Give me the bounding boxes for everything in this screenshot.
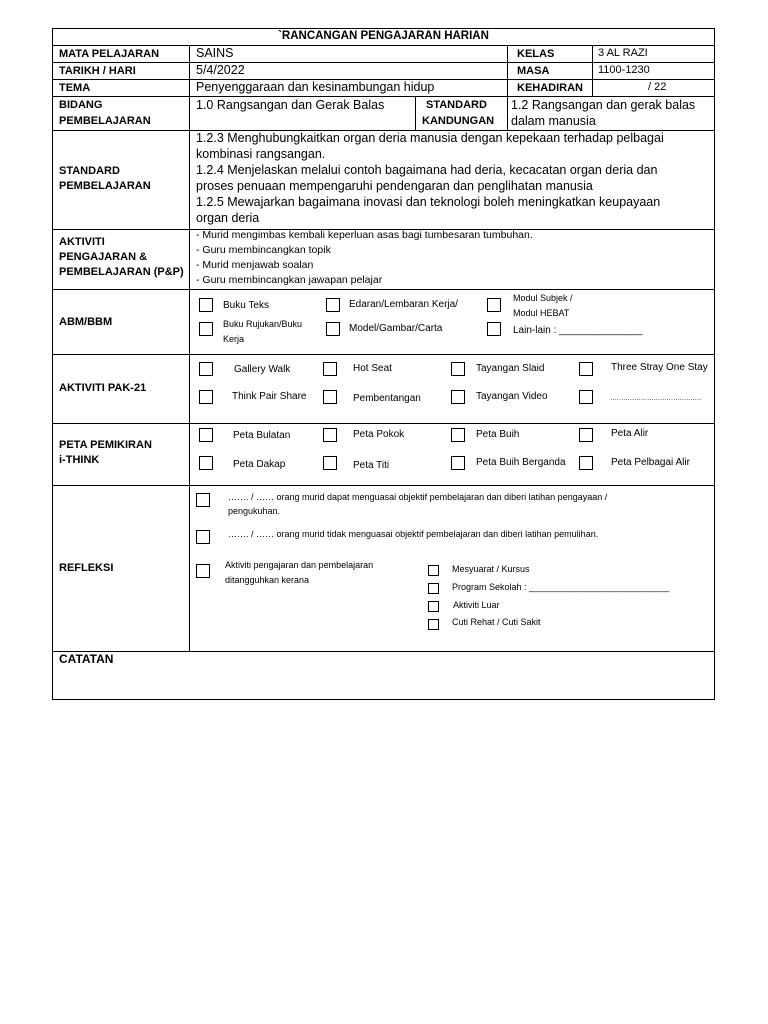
aktiviti-luar-label: Aktiviti Luar [453,600,500,610]
hot-seat-checkbox[interactable] [323,362,337,376]
lain-lain-checkbox[interactable] [487,322,501,336]
peta-pokok-checkbox[interactable] [323,428,337,442]
peta-bulatan-label: Peta Bulatan [233,430,291,441]
peta-buih-label: Peta Buih [476,429,520,440]
three-stray-label: Three Stray One Stay [611,362,708,373]
mata-pelajaran-value: SAINS [196,46,234,60]
masa-value: 1100-1230 [598,64,650,76]
buku-rujukan-label: Kerja [223,334,245,344]
standard-pembelajaran-line: organ deria [196,211,260,225]
row-divider [53,423,714,424]
bidang-value: 1.0 Rangsangan dan Gerak Balas [196,98,385,112]
refleksi-ditangguhkan-checkbox[interactable] [196,564,210,578]
mata-pelajaran-label: MATA PELAJARAN [59,48,160,60]
row-divider [53,354,714,355]
aktiviti-luar-checkbox[interactable] [428,601,439,612]
aktiviti-item: - Guru membincangkan jawapan pelajar [196,274,383,286]
standard-pembelajaran-line: 1.2.3 Menghubungkaitkan organ deria manusia dengan kepekaan terhadap pelbagai [196,131,664,145]
standard-kandungan-label: KANDUNGAN [422,115,495,127]
standard-pembelajaran-label: PEMBELAJARAN [59,180,151,192]
model-label: Model/Gambar/Carta [349,323,443,334]
catatan-label: CATATAN [59,652,114,666]
tarikh-value: 5/4/2022 [196,63,245,77]
refleksi-menguasai-text: ……. / …… orang murid dapat menguasai objektif pembelajaran dan diberi latihan pengayaan / [228,492,608,502]
pembentangan-label: Pembentangan [353,393,421,404]
buku-teks-checkbox[interactable] [199,298,213,312]
column-divider [507,96,508,130]
refleksi-menguasai-text: pengukuhan. [228,506,281,516]
mesyuarat-label: Mesyuarat / Kursus [452,564,530,574]
model-checkbox[interactable] [326,322,340,336]
ithink-label: PETA PEMIKIRAN [59,439,152,451]
peta-dakap-checkbox[interactable] [199,456,213,470]
peta-bulatan-checkbox[interactable] [199,428,213,442]
hot-seat-label: Hot Seat [353,363,392,374]
page-title: `RANCANGAN PENGAJARAN HARIAN [278,30,489,42]
catatan-field[interactable] [53,669,714,699]
refleksi-tidak-menguasai-text: ……. / …… orang murid tidak menguasai objektif pembelajaran dan diberi latihan pemulihan. [228,529,599,539]
tema-value: Penyenggaraan dan kesinambungan hidup [196,80,435,94]
edaran-label: Edaran/Lembaran Kerja/ [349,299,458,310]
masa-label: MASA [517,65,550,77]
peta-dakap-label: Peta Dakap [233,459,286,470]
tayangan-slaid-checkbox[interactable] [451,362,465,376]
pembentangan-checkbox[interactable] [323,390,337,404]
buku-rujukan-label: Buku Rujukan/Buku [223,319,303,329]
aktiviti-item: - Murid mengimbas kembali keperluan asas bagi tumbesaran tumbuhan. [196,229,533,241]
peta-titi-label: Peta Titi [353,460,390,471]
think-pair-share-label: Think Pair Share [232,391,307,402]
program-sekolah-label: Program Sekolah : ____________________________ [452,582,670,592]
lesson-plan-form [52,28,715,700]
column-divider [415,96,416,130]
row-divider [53,651,714,652]
tarikh-label: TARIKH / HARI [59,65,136,77]
bidang-label: PEMBELAJARAN [59,115,151,127]
standard-pembelajaran-line: kombinasi rangsangan. [196,147,326,161]
tayangan-video-label: Tayangan Video [476,391,548,402]
modul-checkbox[interactable] [487,298,501,312]
peta-alir-label: Peta Alir [611,428,649,439]
aktiviti-item: - Murid menjawab soalan [196,259,314,271]
refleksi-ditangguhkan-text: Aktiviti pengajaran dan pembelajaran [225,560,374,570]
three-stray-checkbox[interactable] [579,362,593,376]
kehadiran-value: / 22 [648,81,667,93]
cuti-checkbox[interactable] [428,619,439,630]
aktiviti-item: - Guru membincangkan topik [196,244,331,256]
pak21-label: AKTIVITI PAK-21 [59,382,147,394]
peta-buih-berganda-checkbox[interactable] [451,456,465,470]
buku-rujukan-checkbox[interactable] [199,322,213,336]
peta-buih-checkbox[interactable] [451,428,465,442]
think-pair-share-checkbox[interactable] [199,390,213,404]
refleksi-label: REFLEKSI [59,562,114,574]
column-divider [507,45,508,96]
modul-label: Modul Subjek / [513,293,573,303]
refleksi-ditangguhkan-text: ditangguhkan kerana [225,575,310,585]
standard-kandungan-value: dalam manusia [511,114,596,128]
row-divider [53,485,714,486]
edaran-checkbox[interactable] [326,298,340,312]
tayangan-video-checkbox[interactable] [451,390,465,404]
standard-kandungan-label: STANDARD [426,99,487,111]
standard-pembelajaran-line: 1.2.4 Menjelaskan melalui contoh bagaimana had deria, kecacatan organ deria dan [196,163,658,177]
tayangan-slaid-label: Tayangan Slaid [476,363,545,374]
standard-pembelajaran-line: 1.2.5 Mewajarkan bagaimana inovasi dan teknologi boleh meningkatkan keupayaan [196,195,661,209]
peta-alir-checkbox[interactable] [579,428,593,442]
aktiviti-label: PEMBELAJARAN (P&P) [59,266,184,278]
pak21-other-blank: …………………………………… [610,395,701,402]
row-divider [53,96,714,97]
modul-label: Modul HEBAT [513,308,570,318]
row-divider [53,62,714,63]
lain-lain-label: Lain-lain : _______________ [513,325,643,336]
program-sekolah-checkbox[interactable] [428,583,439,594]
buku-teks-label: Buku Teks [223,300,269,311]
aktiviti-label: AKTIVITI [59,236,105,248]
abm-label: ABM/BBM [59,316,113,328]
standard-kandungan-value: 1.2 Rangsangan dan gerak balas [511,98,696,112]
mesyuarat-checkbox[interactable] [428,565,439,576]
column-divider [189,45,190,651]
peta-titi-checkbox[interactable] [323,456,337,470]
peta-buih-berganda-label: Peta Buih Berganda [476,457,566,468]
aktiviti-label: PENGAJARAN & [59,251,148,263]
gallery-walk-label: Gallery Walk [234,364,291,375]
standard-pembelajaran-label: STANDARD [59,165,120,177]
refleksi-tidak-menguasai-checkbox[interactable] [196,530,210,544]
kelas-value: 3 AL RAZI [598,47,648,59]
pak21-other-checkbox[interactable] [579,390,593,404]
tema-label: TEMA [59,82,91,94]
peta-pelbagai-alir-label: Peta Pelbagai Alir [611,457,690,468]
bidang-label: BIDANG [59,99,103,111]
standard-pembelajaran-line: proses penuaan mempengaruhi pendengaran dan penglihatan manusia [196,179,593,193]
cuti-label: Cuti Rehat / Cuti Sakit [452,617,541,627]
gallery-walk-checkbox[interactable] [199,362,213,376]
peta-pelbagai-alir-checkbox[interactable] [579,456,593,470]
row-divider [53,45,714,46]
kelas-label: KELAS [517,48,555,60]
ithink-label: i-THINK [59,454,100,466]
peta-pokok-label: Peta Pokok [353,429,405,440]
kehadiran-label: KEHADIRAN [517,82,583,94]
refleksi-menguasai-checkbox[interactable] [196,493,210,507]
row-divider [53,289,714,290]
column-divider [592,45,593,96]
